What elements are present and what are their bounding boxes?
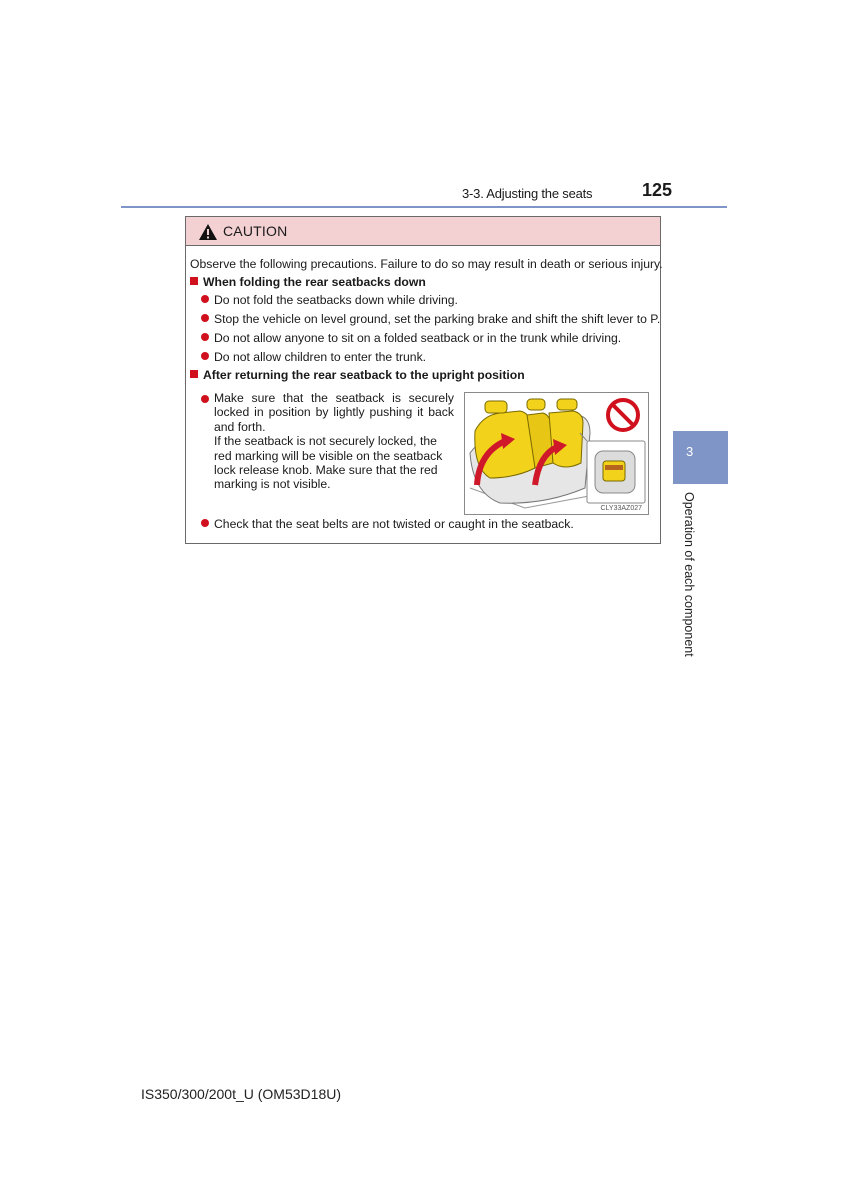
list-item: Stop the vehicle on level ground, set the parking brake and shift the shift lever to P. (201, 312, 660, 326)
red-bullet-icon (201, 333, 209, 341)
red-square-marker (190, 370, 198, 378)
red-bullet-icon (201, 395, 209, 403)
rear-seat-illustration (465, 393, 650, 516)
page-number: 125 (642, 180, 673, 200)
section-heading-folding: When folding the rear seatbacks down (190, 275, 426, 289)
warning-triangle-icon (198, 223, 218, 241)
list-item: Do not fold the seatbacks down while driving. (201, 293, 458, 307)
figure-code: CLY33AZ027 (600, 505, 642, 512)
list-item: Do not allow children to enter the trunk. (201, 350, 426, 364)
footer-model-code: IS350/300/200t_U (OM53D18U) (141, 1086, 341, 1102)
bullet-note-text: If the seatback is not securely locked, the red marking will be visible on the seatback lock release knob. Make sure that the red marking is not visible. (214, 434, 443, 492)
caution-intro: Observe the following precautions. Failure to do so may result in death or serious injury. (190, 257, 663, 271)
section-title: 3-3. Adjusting the seats (462, 186, 593, 201)
red-bullet-icon (201, 519, 209, 527)
list-item: Do not allow anyone to sit on a folded seatback or in the trunk while driving. (201, 331, 621, 345)
seatback-illustration (464, 392, 649, 515)
header-rule (121, 206, 727, 208)
red-bullet-icon (201, 352, 209, 360)
list-item (201, 391, 454, 492)
chapter-tab[interactable] (673, 431, 728, 484)
chapter-label: Operation of each component (682, 492, 696, 657)
red-bullet-icon (201, 314, 209, 322)
caution-box (185, 216, 661, 544)
caution-header (186, 217, 660, 246)
bullet-main-text: Make sure that the seatback is securely locked in position by lightly pushing it back and forth. (214, 391, 454, 434)
red-square-marker (190, 277, 198, 285)
section-heading-upright: After returning the rear seatback to the upright position (190, 368, 525, 382)
caution-title: CAUTION (223, 223, 288, 239)
chapter-number: 3 (686, 444, 694, 459)
list-item: Check that the seat belts are not twisted or caught in the seatback. (201, 517, 574, 531)
prohibition-icon (608, 400, 638, 430)
red-bullet-icon (201, 295, 209, 303)
